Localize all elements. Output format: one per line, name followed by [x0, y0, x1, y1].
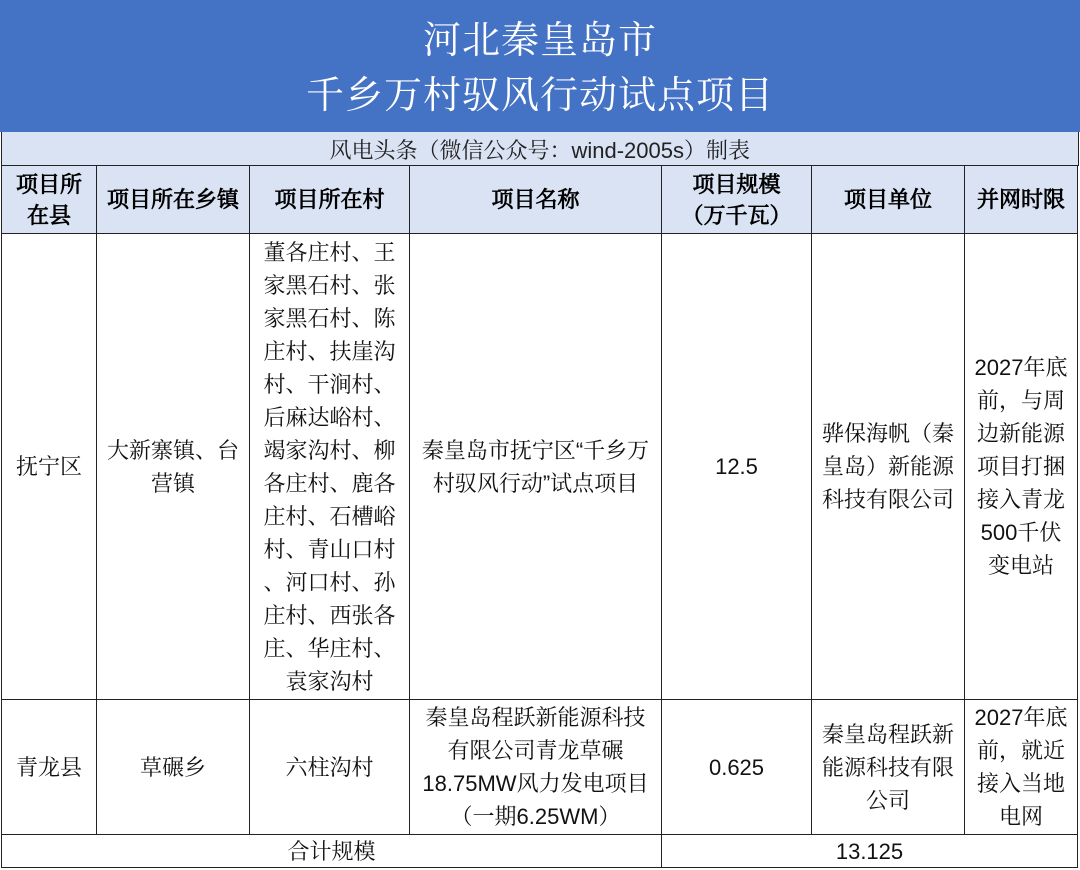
- row-1-grid-deadline: [965, 234, 1078, 700]
- title-line-1: 河北秦皇岛市: [422, 20, 657, 62]
- row-1-county: [2, 234, 97, 700]
- row-1-town: [97, 234, 250, 700]
- row-1-scale-text: 12.5: [715, 454, 758, 479]
- row-2-project-name: [410, 700, 662, 835]
- total-label: [2, 835, 662, 868]
- row-2-unit-text: 秦皇岛程跃新能源科技有限公司: [821, 721, 954, 813]
- header-scale-text: [670, 169, 803, 231]
- row-2-town-text: 草碾乡: [139, 754, 206, 780]
- header-unit-label: 项目单位: [843, 187, 932, 212]
- header-village: [250, 166, 410, 234]
- row-2-county: [2, 700, 97, 835]
- row-2-grid-deadline-text: 2027年底前，就近接入当地电网: [974, 705, 1068, 829]
- row-2-scale: [662, 700, 812, 835]
- row-2-county-text: 青龙县: [15, 754, 82, 780]
- header-town-label: 项目所在乡镇: [106, 187, 239, 212]
- subtitle-credit: 风电头条（微信公众号：wind-2005s）制表: [1, 132, 1079, 166]
- header-grid-deadline-label: 并网时限: [976, 187, 1065, 212]
- row-1-village-text: 董各庄村、王家黑石村、张家黑石村、陈庄村、扶崖沟村、干涧村、后麻达峪村、竭家沟村、柳各庄村、鹿各庄村、石槽峪村、青山口村、河口村、孙庄村、西张各庄、华庄村、袁家沟村: [263, 239, 396, 694]
- title-line-2: 千乡万村驭风行动试点项目: [305, 75, 774, 117]
- row-1-scale: [662, 234, 812, 700]
- row-2-grid-deadline: [965, 700, 1078, 835]
- header-county: [2, 166, 97, 234]
- row-1-county-text: 抚宁区: [15, 454, 82, 479]
- projects-table: [1, 165, 1078, 868]
- row-1-grid-deadline-text: 2027年底前，与周边新能源项目打捆接入青龙500千伏变电站: [974, 355, 1068, 578]
- header-project-name-label: 项目名称: [491, 187, 580, 212]
- row-1-unit: [812, 234, 965, 700]
- total-label-text: 合计规模: [287, 838, 376, 864]
- row-2-town: [97, 700, 250, 835]
- header-county-label: 项目所在县: [15, 171, 82, 228]
- header-scale-unit: （万千瓦）: [681, 202, 792, 228]
- header-village-label: 项目所在村: [274, 187, 385, 212]
- row-2-unit: [812, 700, 965, 835]
- row-2-project-name-text: 秦皇岛程跃新能源科技有限公司青龙草碾18.75MW风力发电项目（一期6.25WM）: [422, 705, 649, 829]
- total-value-text: 13.125: [835, 838, 904, 864]
- header-town: [97, 166, 250, 234]
- row-2-village: [250, 700, 410, 835]
- row-1-village: [250, 234, 410, 700]
- row-2-scale-text: 0.625: [708, 754, 765, 780]
- row-1-project-name: [410, 234, 662, 700]
- title-band: [0, 0, 1080, 132]
- header-unit: [812, 166, 965, 234]
- row-1-unit-text: 骅保海帆（秦皇岛）新能源科技有限公司: [821, 421, 954, 512]
- header-project-name: [410, 166, 662, 234]
- header-grid-deadline: [965, 166, 1078, 234]
- header-scale: [662, 166, 812, 234]
- row-1-project-name-text: 秦皇岛市抚宁区“千乡万村驭风行动”试点项目: [421, 437, 650, 496]
- total-value: [662, 835, 1078, 868]
- header-scale-label: 项目规模: [692, 171, 781, 197]
- row-1-town-text: 大新寨镇、台营镇: [106, 437, 239, 496]
- row-2-village-text: 六柱沟村: [285, 754, 374, 780]
